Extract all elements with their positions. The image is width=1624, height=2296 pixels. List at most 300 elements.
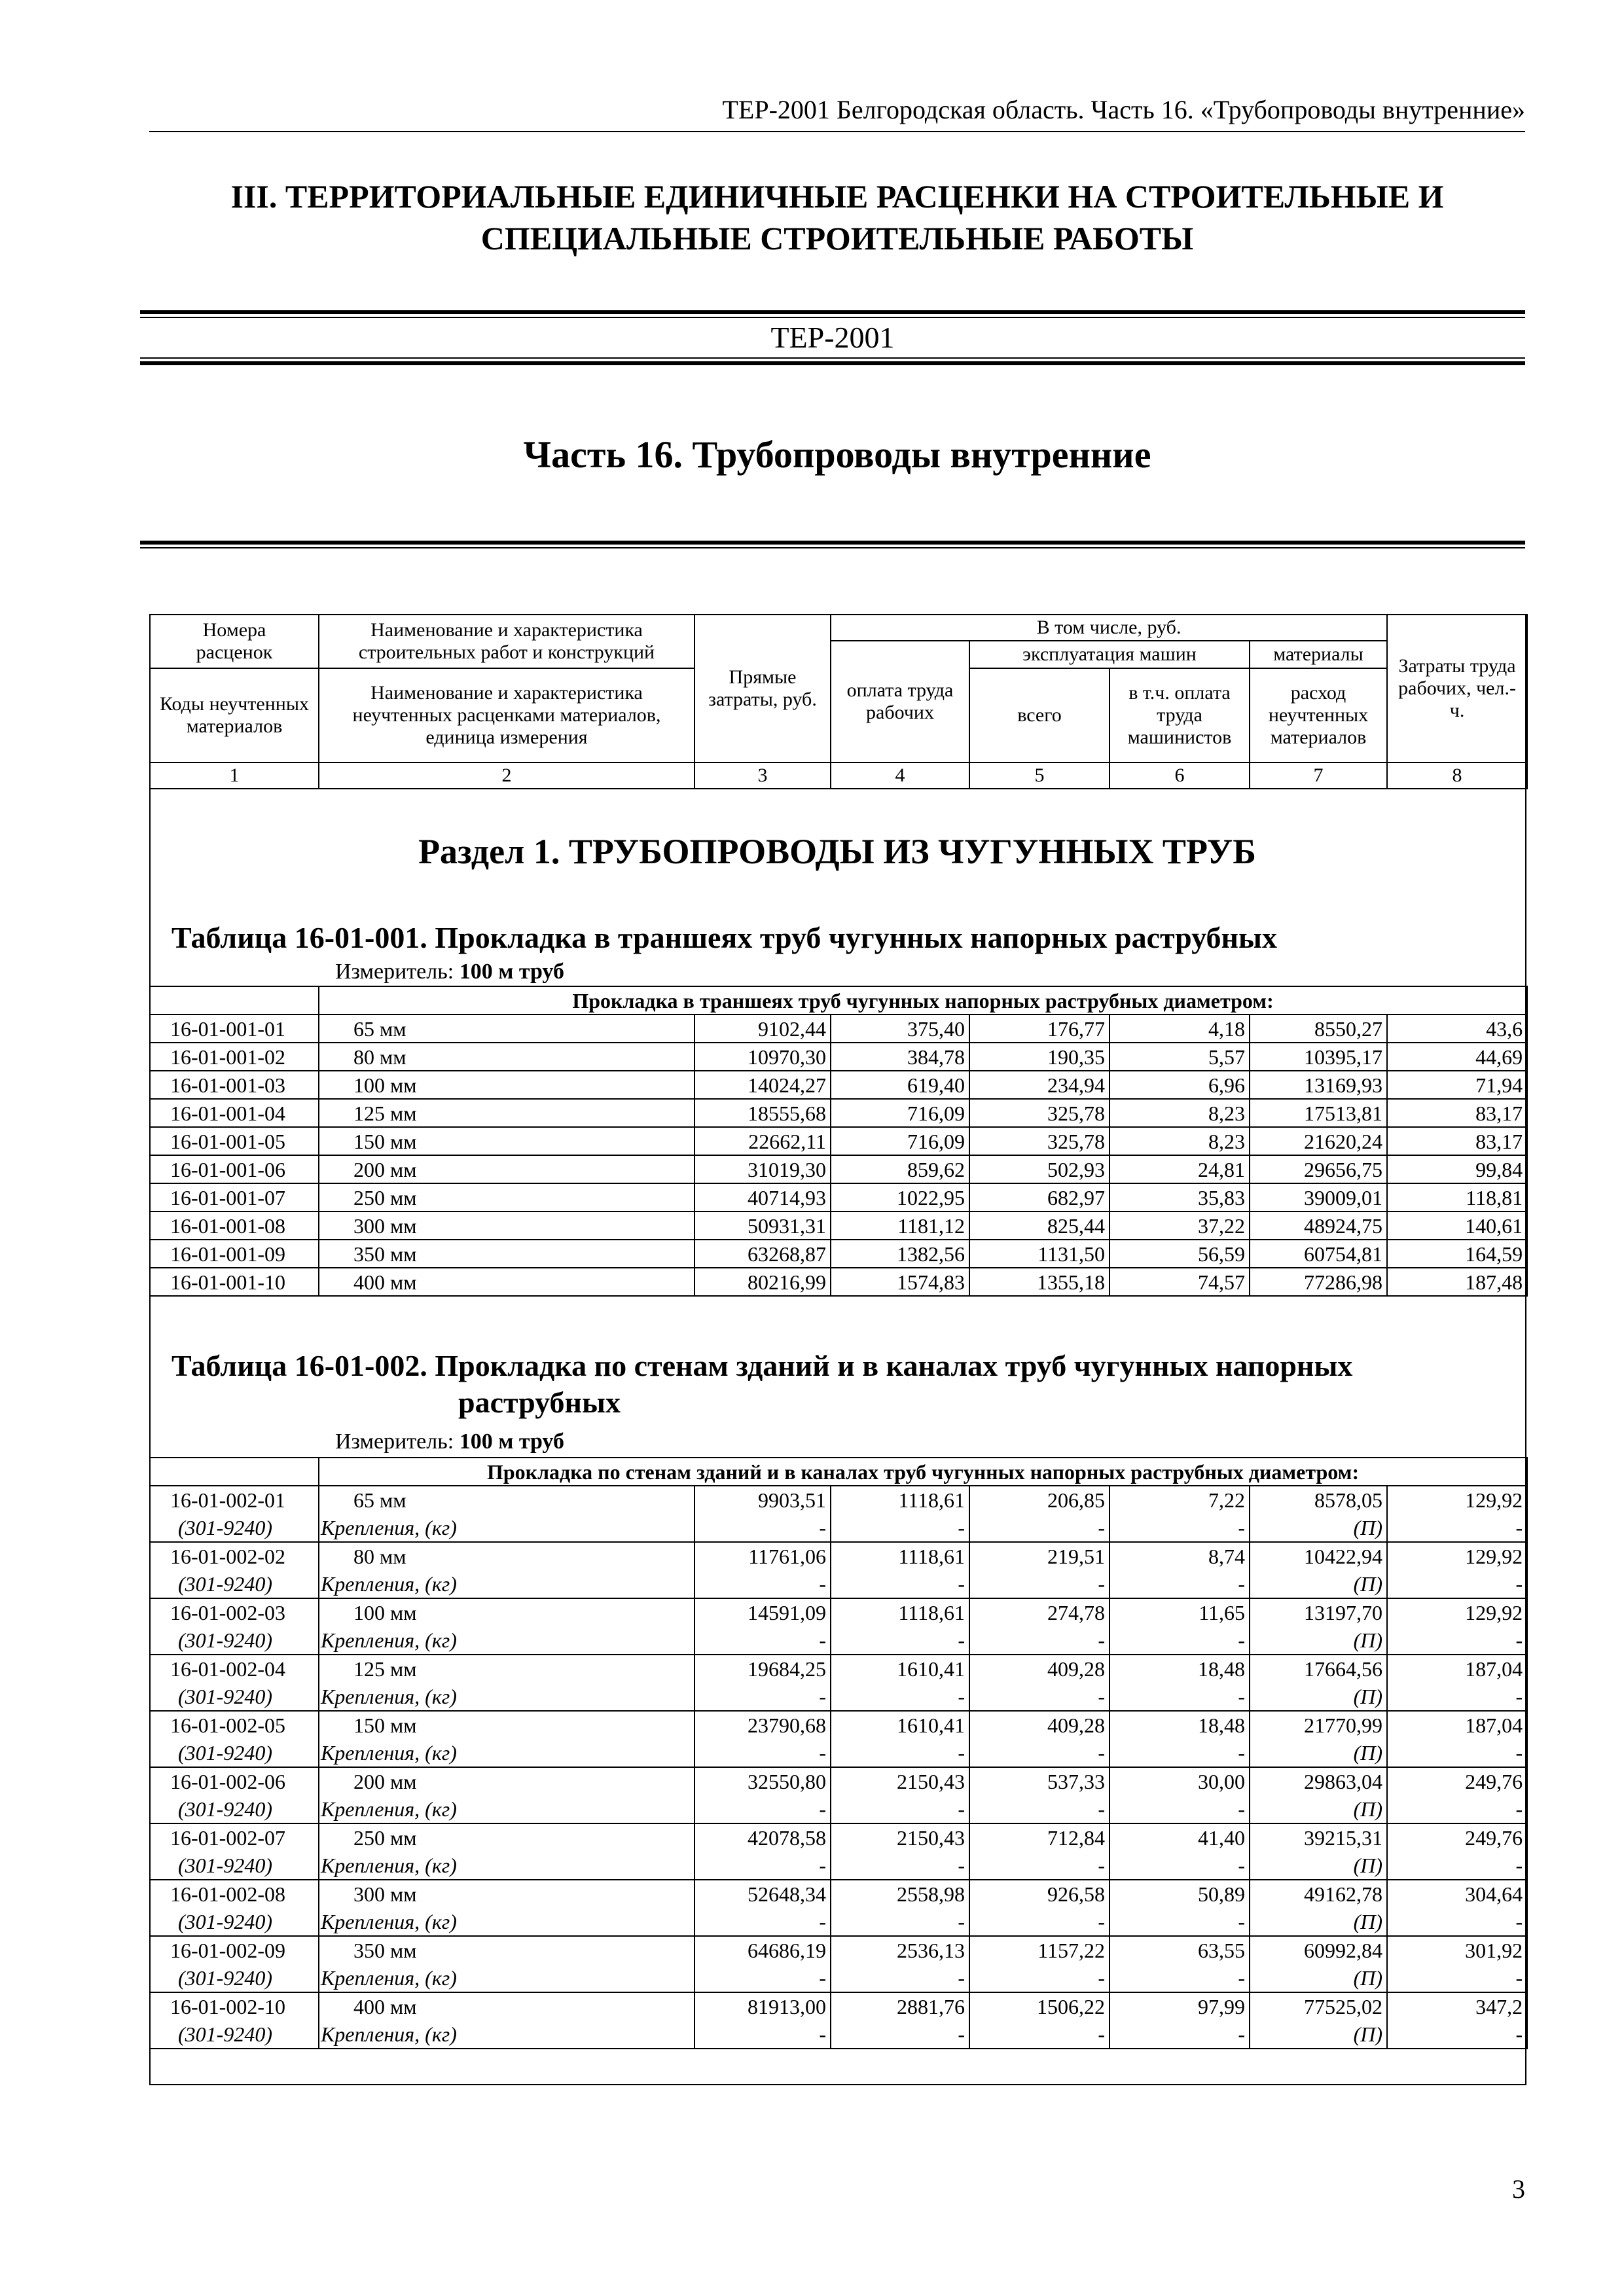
table2-measure-label: Измеритель:	[335, 1429, 454, 1454]
material-unaccounted-mark: (П)	[1250, 1570, 1387, 1598]
cost-c4: 2150,43	[831, 1823, 969, 1852]
cost-c5: 1506,22	[969, 1992, 1110, 2020]
cost-c5: 825,44	[969, 1211, 1110, 1240]
cost-c8: 83,17	[1387, 1099, 1527, 1127]
header-col2-top: Наименование и характеристика строительных работ и конструкций	[319, 615, 695, 668]
table2-caption-spacer	[150, 1458, 319, 1486]
cost-c4: 2558,98	[831, 1880, 969, 1908]
cost-c6: 56,59	[1110, 1240, 1250, 1268]
cost-c3: 81913,00	[695, 1992, 831, 2020]
table-row	[150, 1992, 1527, 2020]
material-code: (301-9240)	[150, 1570, 319, 1598]
main-title	[149, 175, 1525, 259]
material-c5-dash: -	[969, 1852, 1110, 1880]
material-c6-dash: -	[1110, 1908, 1250, 1936]
page-number: 3	[1512, 2174, 1525, 2204]
cost-c5: 1355,18	[969, 1268, 1110, 1296]
table-row	[150, 1767, 1527, 1795]
cost-c3: 14024,27	[695, 1071, 831, 1099]
table2-title-line-1: Таблица 16-01-002. Прокладка по стенам зданий и в каналах труб чугунных напорных	[171, 1349, 1353, 1382]
material-c5-dash: -	[969, 1570, 1110, 1598]
cost-c5: 537,33	[969, 1767, 1110, 1795]
header-col1-bottom: Коды неучтенных материалов	[150, 668, 319, 762]
cost-c6: 8,74	[1110, 1542, 1250, 1570]
material-row	[150, 1570, 1527, 1598]
table1-measure	[335, 958, 564, 986]
cost-c6: 18,48	[1110, 1711, 1250, 1739]
cost-c7: 48924,75	[1250, 1211, 1387, 1240]
cost-c5: 325,78	[969, 1099, 1110, 1127]
rate-code: 16-01-002-09	[150, 1936, 319, 1964]
material-c3-dash: -	[695, 1683, 831, 1711]
pipe-diameter: 125 мм	[319, 1099, 695, 1127]
header-col1-top-a: Номера	[202, 619, 266, 641]
cost-c4: 1022,95	[831, 1183, 969, 1211]
header-num-4: 4	[831, 762, 969, 789]
cost-c7: 8578,05	[1250, 1486, 1387, 1514]
cost-c3: 50931,31	[695, 1211, 831, 1240]
cost-c5: 926,58	[969, 1880, 1110, 1908]
pipe-diameter: 125 мм	[319, 1655, 695, 1683]
cost-c6: 97,99	[1110, 1992, 1250, 2020]
rate-code: 16-01-001-02	[150, 1043, 319, 1071]
cost-c6: 35,83	[1110, 1183, 1250, 1211]
material-c5-dash: -	[969, 2020, 1110, 2049]
rate-code: 16-01-002-02	[150, 1542, 319, 1570]
main-title-line-2: СПЕЦИАЛЬНЫЕ СТРОИТЕЛЬНЫЕ РАБОТЫ	[480, 220, 1194, 257]
cost-c4: 716,09	[831, 1099, 969, 1127]
pipe-diameter: 400 мм	[319, 1992, 695, 2020]
pipe-diameter: 100 мм	[319, 1071, 695, 1099]
cost-c8: 187,04	[1387, 1711, 1527, 1739]
material-c6-dash: -	[1110, 1964, 1250, 1992]
material-c6-dash: -	[1110, 2020, 1250, 2049]
cost-c7: 10395,17	[1250, 1043, 1387, 1071]
cost-c5: 409,28	[969, 1711, 1110, 1739]
table2-measure-value: 100 м труб	[459, 1429, 564, 1454]
cost-c5: 234,94	[969, 1071, 1110, 1099]
cost-c3: 80216,99	[695, 1268, 831, 1296]
material-c3-dash: -	[695, 1739, 831, 1767]
cost-c3: 19684,25	[695, 1655, 831, 1683]
material-name: Крепления, (кг)	[319, 2020, 695, 2049]
header-col5: всего	[969, 668, 1110, 762]
cost-c6: 63,55	[1110, 1936, 1250, 1964]
pipe-diameter: 250 мм	[319, 1823, 695, 1852]
material-c4-dash: -	[831, 1795, 969, 1823]
material-c4-dash: -	[831, 1683, 969, 1711]
cost-c8: 118,81	[1387, 1183, 1527, 1211]
header-num-1: 1	[150, 762, 319, 789]
pipe-diameter: 150 мм	[319, 1127, 695, 1155]
material-c6-dash: -	[1110, 1852, 1250, 1880]
table2-measure	[335, 1428, 564, 1456]
cost-c3: 11761,06	[695, 1542, 831, 1570]
cost-c6: 6,96	[1110, 1071, 1250, 1099]
cost-c3: 52648,34	[695, 1880, 831, 1908]
table1-measure-value: 100 м труб	[459, 960, 564, 984]
table-row	[150, 1542, 1527, 1570]
rate-code: 16-01-002-06	[150, 1767, 319, 1795]
material-c4-dash: -	[831, 1570, 969, 1598]
cost-c7: 29656,75	[1250, 1155, 1387, 1183]
cost-c4: 1181,12	[831, 1211, 969, 1240]
cost-c6: 5,57	[1110, 1043, 1250, 1071]
rate-code: 16-01-002-10	[150, 1992, 319, 2020]
cost-c7: 13197,70	[1250, 1598, 1387, 1626]
material-c3-dash: -	[695, 1795, 831, 1823]
table-row	[150, 1240, 1527, 1268]
material-row	[150, 1626, 1527, 1655]
cost-c6: 8,23	[1110, 1127, 1250, 1155]
cost-c6: 7,22	[1110, 1486, 1250, 1514]
running-header: ТЕР-2001 Белгородская область. Часть 16. «Трубопроводы внутренние»	[722, 95, 1525, 124]
cost-c8: 249,76	[1387, 1767, 1527, 1795]
material-name: Крепления, (кг)	[319, 1739, 695, 1767]
material-c5-dash: -	[969, 1683, 1110, 1711]
cost-c8: 304,64	[1387, 1880, 1527, 1908]
material-c3-dash: -	[695, 1852, 831, 1880]
material-c8-dash: -	[1387, 1739, 1527, 1767]
material-c5-dash: -	[969, 1514, 1110, 1542]
cost-c7: 21770,99	[1250, 1711, 1387, 1739]
rate-code: 16-01-002-01	[150, 1486, 319, 1514]
rate-code: 16-01-001-08	[150, 1211, 319, 1240]
table1-title: Таблица 16-01-001. Прокладка в траншеях труб чугунных напорных раструбных	[171, 921, 1277, 954]
material-name: Крепления, (кг)	[319, 1514, 695, 1542]
material-c3-dash: -	[695, 1570, 831, 1598]
table-row	[150, 1486, 1527, 1514]
material-name: Крепления, (кг)	[319, 1852, 695, 1880]
cost-c4: 1382,56	[831, 1240, 969, 1268]
cost-c6: 50,89	[1110, 1880, 1250, 1908]
material-c5-dash: -	[969, 1739, 1110, 1767]
rate-code: 16-01-002-07	[150, 1823, 319, 1852]
cost-c4: 2881,76	[831, 1992, 969, 2020]
material-c4-dash: -	[831, 1908, 969, 1936]
cost-c4: 2150,43	[831, 1767, 969, 1795]
material-code: (301-9240)	[150, 2020, 319, 2049]
material-c8-dash: -	[1387, 1570, 1527, 1598]
material-c3-dash: -	[695, 1514, 831, 1542]
cost-c4: 859,62	[831, 1155, 969, 1183]
cost-c4: 384,78	[831, 1043, 969, 1071]
material-c5-dash: -	[969, 1795, 1110, 1823]
cost-c5: 1131,50	[969, 1240, 1110, 1268]
pipe-diameter: 250 мм	[319, 1183, 695, 1211]
cost-c6: 74,57	[1110, 1268, 1250, 1296]
material-unaccounted-mark: (П)	[1250, 1739, 1387, 1767]
material-row	[150, 1964, 1527, 1992]
cost-c6: 18,48	[1110, 1655, 1250, 1683]
material-name: Крепления, (кг)	[319, 1964, 695, 1992]
material-row	[150, 1908, 1527, 1936]
table1-caption: Прокладка в траншеях труб чугунных напорных раструбных диаметром:	[319, 986, 1527, 1014]
cost-c8: 187,48	[1387, 1268, 1527, 1296]
table-row	[150, 1014, 1527, 1043]
cost-c7: 21620,24	[1250, 1127, 1387, 1155]
cost-c5: 206,85	[969, 1486, 1110, 1514]
pipe-diameter: 80 мм	[319, 1542, 695, 1570]
rate-code: 16-01-001-06	[150, 1155, 319, 1183]
column-header-table	[149, 614, 1528, 789]
header-num-3: 3	[695, 762, 831, 789]
material-c8-dash: -	[1387, 1683, 1527, 1711]
material-c8-dash: -	[1387, 1852, 1527, 1880]
material-unaccounted-mark: (П)	[1250, 1908, 1387, 1936]
table2	[149, 1457, 1528, 2049]
cost-c3: 22662,11	[695, 1127, 831, 1155]
cost-c7: 29863,04	[1250, 1767, 1387, 1795]
material-c3-dash: -	[695, 2020, 831, 2049]
cost-c8: 83,17	[1387, 1127, 1527, 1155]
cost-c7: 77525,02	[1250, 1992, 1387, 2020]
cost-c5: 409,28	[969, 1655, 1110, 1683]
cost-c5: 190,35	[969, 1043, 1110, 1071]
material-c8-dash: -	[1387, 1908, 1527, 1936]
header-col4: оплата труда рабочих	[831, 641, 969, 762]
rate-code: 16-01-002-04	[150, 1655, 319, 1683]
material-code: (301-9240)	[150, 1514, 319, 1542]
cost-c3: 9903,51	[695, 1486, 831, 1514]
cost-c8: 129,92	[1387, 1598, 1527, 1626]
material-c6-dash: -	[1110, 1795, 1250, 1823]
table-row	[150, 1711, 1527, 1739]
cost-c3: 40714,93	[695, 1183, 831, 1211]
cost-c3: 42078,58	[695, 1823, 831, 1852]
pipe-diameter: 300 мм	[319, 1211, 695, 1240]
table-row	[150, 1043, 1527, 1071]
table-row	[150, 1268, 1527, 1296]
cost-c5: 219,51	[969, 1542, 1110, 1570]
material-row	[150, 1739, 1527, 1767]
cost-c4: 1610,41	[831, 1711, 969, 1739]
main-title-line-1: III. ТЕРРИТОРИАЛЬНЫЕ ЕДИНИЧНЫЕ РАСЦЕНКИ НА СТРОИТЕЛЬНЫЕ И	[230, 178, 1444, 215]
material-c5-dash: -	[969, 1626, 1110, 1655]
material-c4-dash: -	[831, 1514, 969, 1542]
material-row	[150, 1795, 1527, 1823]
material-name: Крепления, (кг)	[319, 1795, 695, 1823]
header-num-2: 2	[319, 762, 695, 789]
cost-c7: 49162,78	[1250, 1880, 1387, 1908]
material-row	[150, 1514, 1527, 1542]
material-unaccounted-mark: (П)	[1250, 1795, 1387, 1823]
cost-c3: 18555,68	[695, 1099, 831, 1127]
cost-c8: 129,92	[1387, 1486, 1527, 1514]
cost-c8: 301,92	[1387, 1936, 1527, 1964]
cost-c4: 2536,13	[831, 1936, 969, 1964]
pipe-diameter: 80 мм	[319, 1043, 695, 1071]
pipe-diameter: 100 мм	[319, 1598, 695, 1626]
header-num-7: 7	[1250, 762, 1387, 789]
part-rule-thick	[140, 541, 1525, 545]
table-row	[150, 1823, 1527, 1852]
pipe-diameter: 65 мм	[319, 1486, 695, 1514]
rate-code: 16-01-001-03	[150, 1071, 319, 1099]
table-row	[150, 1598, 1527, 1626]
material-code: (301-9240)	[150, 1908, 319, 1936]
rate-code: 16-01-001-05	[150, 1127, 319, 1155]
cost-c3: 63268,87	[695, 1240, 831, 1268]
cost-c4: 619,40	[831, 1071, 969, 1099]
cost-c3: 9102,44	[695, 1014, 831, 1043]
table1-measure-label: Измеритель:	[335, 960, 454, 984]
material-unaccounted-mark: (П)	[1250, 1683, 1387, 1711]
cost-c5: 682,97	[969, 1183, 1110, 1211]
cost-c4: 1118,61	[831, 1486, 969, 1514]
header-rule	[149, 131, 1525, 132]
cost-c5: 274,78	[969, 1598, 1110, 1626]
header-num-6: 6	[1110, 762, 1250, 789]
material-c6-dash: -	[1110, 1739, 1250, 1767]
material-code: (301-9240)	[150, 1683, 319, 1711]
material-unaccounted-mark: (П)	[1250, 2020, 1387, 2049]
material-unaccounted-mark: (П)	[1250, 1964, 1387, 1992]
material-c8-dash: -	[1387, 2020, 1527, 2049]
cost-c3: 10970,30	[695, 1043, 831, 1071]
material-c3-dash: -	[695, 1908, 831, 1936]
pipe-diameter: 350 мм	[319, 1936, 695, 1964]
material-row	[150, 2020, 1527, 2049]
table2-title-line-2: раструбных	[458, 1386, 621, 1419]
cost-c6: 41,40	[1110, 1823, 1250, 1852]
material-c6-dash: -	[1110, 1683, 1250, 1711]
pipe-diameter: 200 мм	[319, 1155, 695, 1183]
rate-code: 16-01-001-09	[150, 1240, 319, 1268]
cost-c7: 17513,81	[1250, 1099, 1387, 1127]
table-row	[150, 1183, 1527, 1211]
cost-c7: 13169,93	[1250, 1071, 1387, 1099]
rate-code: 16-01-001-10	[150, 1268, 319, 1296]
material-c4-dash: -	[831, 1964, 969, 1992]
material-c4-dash: -	[831, 1739, 969, 1767]
material-c8-dash: -	[1387, 1514, 1527, 1542]
cost-c4: 716,09	[831, 1127, 969, 1155]
cost-c8: 71,94	[1387, 1071, 1527, 1099]
ter-rule-top-thin	[140, 317, 1525, 318]
table2-caption: Прокладка по стенам зданий и в каналах труб чугунных напорных раструбных диаметром:	[319, 1458, 1527, 1486]
header-col1-top	[150, 615, 319, 668]
header-including: В том числе, руб.	[831, 615, 1387, 641]
pipe-diameter: 150 мм	[319, 1711, 695, 1739]
material-row	[150, 1852, 1527, 1880]
cost-c5: 325,78	[969, 1127, 1110, 1155]
section-title: Раздел 1. ТРУБОПРОВОДЫ ИЗ ЧУГУННЫХ ТРУБ	[418, 832, 1256, 871]
table-row	[150, 1155, 1527, 1183]
header-col6: в т.ч. оплата труда машинистов	[1110, 668, 1250, 762]
cost-c7: 10422,94	[1250, 1542, 1387, 1570]
pipe-diameter: 200 мм	[319, 1767, 695, 1795]
cost-c8: 249,76	[1387, 1823, 1527, 1852]
material-name: Крепления, (кг)	[319, 1570, 695, 1598]
table-row	[150, 1880, 1527, 1908]
cost-c4: 1118,61	[831, 1598, 969, 1626]
rate-code: 16-01-002-05	[150, 1711, 319, 1739]
cost-c8: 140,61	[1387, 1211, 1527, 1240]
material-c3-dash: -	[695, 1626, 831, 1655]
cost-c8: 129,92	[1387, 1542, 1527, 1570]
material-c5-dash: -	[969, 1964, 1110, 1992]
material-unaccounted-mark: (П)	[1250, 1514, 1387, 1542]
material-c5-dash: -	[969, 1908, 1110, 1936]
part-rule-thin	[140, 547, 1525, 548]
table-row	[150, 1071, 1527, 1099]
cost-c7: 8550,27	[1250, 1014, 1387, 1043]
cost-c5: 176,77	[969, 1014, 1110, 1043]
header-machines: эксплуатация машин	[969, 641, 1250, 668]
table-row	[150, 1099, 1527, 1127]
rate-code: 16-01-002-03	[150, 1598, 319, 1626]
cost-c7: 39215,31	[1250, 1823, 1387, 1852]
header-col2-bottom: Наименование и характеристика неучтенных расценками материалов, единица измерения	[319, 668, 695, 762]
table-row	[150, 1211, 1527, 1240]
material-row	[150, 1683, 1527, 1711]
ter-rule-bottom-thick	[140, 361, 1525, 365]
material-code: (301-9240)	[150, 1626, 319, 1655]
rate-code: 16-01-001-01	[150, 1014, 319, 1043]
cost-c4: 375,40	[831, 1014, 969, 1043]
cost-c3: 32550,80	[695, 1767, 831, 1795]
pipe-diameter: 65 мм	[319, 1014, 695, 1043]
cost-c6: 30,00	[1110, 1767, 1250, 1795]
material-c6-dash: -	[1110, 1626, 1250, 1655]
cost-c8: 347,2	[1387, 1992, 1527, 2020]
material-name: Крепления, (кг)	[319, 1908, 695, 1936]
table-row	[150, 1127, 1527, 1155]
material-code: (301-9240)	[150, 1795, 319, 1823]
material-c6-dash: -	[1110, 1514, 1250, 1542]
cost-c7: 60992,84	[1250, 1936, 1387, 1964]
pipe-diameter: 400 мм	[319, 1268, 695, 1296]
material-unaccounted-mark: (П)	[1250, 1852, 1387, 1880]
header-col8: Затраты труда рабочих, чел.-ч.	[1387, 615, 1527, 762]
header-num-5: 5	[969, 762, 1110, 789]
table-row	[150, 1936, 1527, 1964]
cost-c3: 31019,30	[695, 1155, 831, 1183]
cost-c8: 43,6	[1387, 1014, 1527, 1043]
header-col1-top-b: расценок	[196, 641, 273, 663]
material-c3-dash: -	[695, 1964, 831, 1992]
material-c4-dash: -	[831, 1626, 969, 1655]
part-title: Часть 16. Трубопроводы внутренние	[523, 433, 1151, 476]
cost-c6: 24,81	[1110, 1155, 1250, 1183]
pipe-diameter: 350 мм	[319, 1240, 695, 1268]
cost-c6: 11,65	[1110, 1598, 1250, 1626]
cost-c8: 164,59	[1387, 1240, 1527, 1268]
cost-c8: 44,69	[1387, 1043, 1527, 1071]
cost-c7: 77286,98	[1250, 1268, 1387, 1296]
header-col7: расход неучтенных материалов	[1250, 668, 1387, 762]
rate-code: 16-01-002-08	[150, 1880, 319, 1908]
ter-label: ТЕР-2001	[770, 321, 895, 354]
table1-caption-spacer	[150, 986, 319, 1014]
material-unaccounted-mark: (П)	[1250, 1626, 1387, 1655]
cost-c5: 502,93	[969, 1155, 1110, 1183]
ter-rule-bottom-thin	[140, 357, 1525, 359]
material-c8-dash: -	[1387, 1626, 1527, 1655]
cost-c3: 14591,09	[695, 1598, 831, 1626]
rate-code: 16-01-001-07	[150, 1183, 319, 1211]
cost-c7: 17664,56	[1250, 1655, 1387, 1683]
cost-c4: 1118,61	[831, 1542, 969, 1570]
material-c8-dash: -	[1387, 1964, 1527, 1992]
header-materials: материалы	[1250, 641, 1387, 668]
pipe-diameter: 300 мм	[319, 1880, 695, 1908]
cost-c3: 23790,68	[695, 1711, 831, 1739]
material-name: Крепления, (кг)	[319, 1626, 695, 1655]
cost-c6: 37,22	[1110, 1211, 1250, 1240]
cost-c4: 1610,41	[831, 1655, 969, 1683]
